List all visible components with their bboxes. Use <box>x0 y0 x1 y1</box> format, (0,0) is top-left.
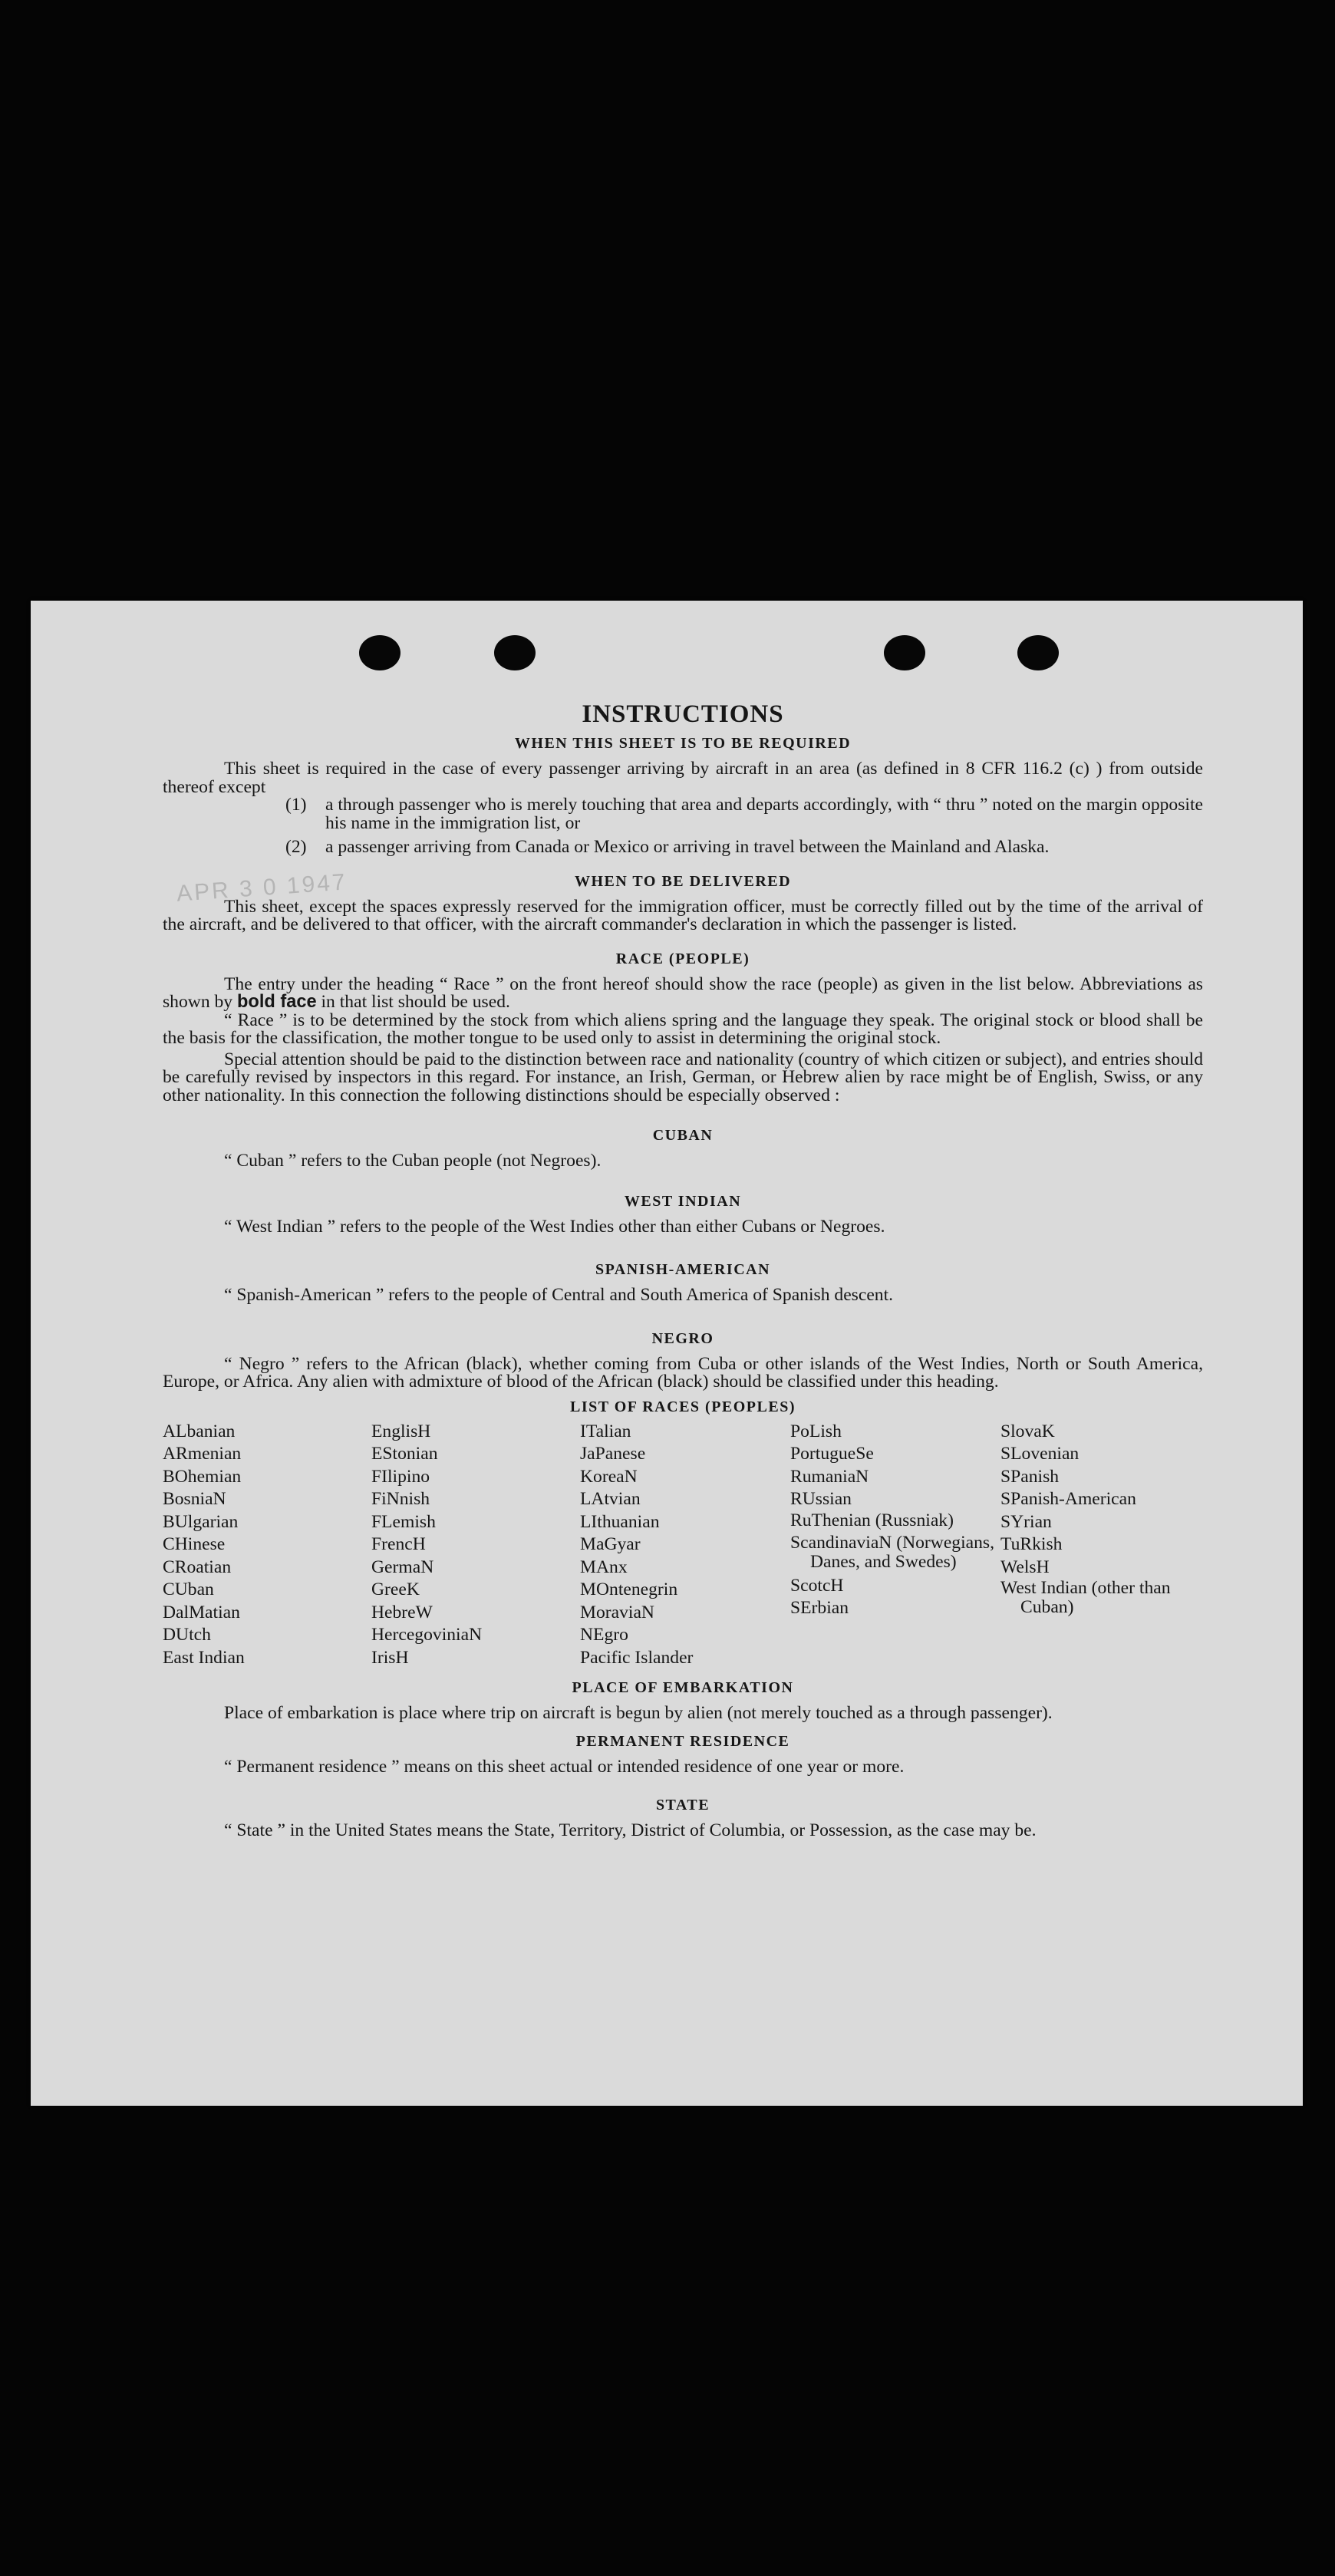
item-text: a passenger arriving from Canada or Mexico or arriving in travel between the Mainland and Alaska. <box>325 837 1050 857</box>
bold-text: bold face <box>237 992 317 1012</box>
race-entry: TuRkish <box>1000 1534 1063 1554</box>
section-heading: RACE (PEOPLE) <box>615 950 750 967</box>
race-entry: ARmenian <box>163 1444 242 1464</box>
race-entry: JaPanese <box>580 1444 646 1464</box>
punch-hole <box>884 635 925 670</box>
race-entry: GreeK <box>371 1580 420 1599</box>
section-race <box>163 950 1203 1105</box>
race-entry: ScandinaviaN (Norwegians, Danes, and Swedes) <box>790 1532 995 1572</box>
punch-hole <box>359 635 400 670</box>
paragraph: “ Cuban ” refers to the Cuban people (not Negroes). <box>224 1151 602 1171</box>
race-entry: SPanish <box>1000 1466 1060 1487</box>
race-entry: ScotcH <box>790 1575 844 1596</box>
races-column <box>790 1421 1000 1670</box>
race-entry: MOntenegrin <box>580 1580 678 1599</box>
section-heading: SPANISH-AMERICAN <box>595 1261 771 1278</box>
text-run: in that list should be used. <box>316 992 510 1012</box>
race-entry: NEgro <box>580 1625 628 1645</box>
paragraph: This sheet, except the spaces expressly reserved for the immigration officer, must be correctly filled out by the time of the arrival of the aircraft, and be delivered to that officer, with the aircraft commander's declaration in which the passenger is listed. <box>163 896 1203 934</box>
race-entry: FrencH <box>371 1534 426 1554</box>
race-entry: HercegoviniaN <box>371 1625 483 1645</box>
race-entry: CRoatian <box>163 1556 232 1577</box>
race-entry: DalMatian <box>163 1602 240 1622</box>
section-heading: PLACE OF EMBARKATION <box>572 1679 794 1696</box>
race-entry: FLemish <box>371 1511 436 1532</box>
race-entry: PoLish <box>790 1421 842 1441</box>
race-entry: SYrian <box>1000 1511 1052 1532</box>
race-entry: BOhemian <box>163 1466 242 1487</box>
race-entry: FIlipino <box>371 1466 430 1487</box>
paragraph: “ Race ” is to be determined by the stock from which aliens spring and the language they speak. The original stock or blood shall be the basis for the classification, the mother tongue to be used only to assist in determining the original stock. <box>163 1010 1203 1048</box>
race-entry: HebreW <box>371 1602 433 1622</box>
race-entry: West Indian (other than Cuban) <box>1000 1578 1171 1617</box>
race-entry: ITalian <box>580 1421 631 1441</box>
race-entry: CHinese <box>163 1534 226 1554</box>
race-entry: FiNnish <box>371 1489 430 1509</box>
race-entry: BUlgarian <box>163 1511 239 1532</box>
race-entry: GermaN <box>371 1556 434 1577</box>
race-entry: IrisH <box>371 1647 409 1668</box>
paragraph: “ Spanish-American ” refers to the people of Central and South America of Spanish descent. <box>224 1285 894 1305</box>
race-entry: WelsH <box>1000 1556 1050 1577</box>
section-cuban <box>163 1126 1203 1171</box>
paragraph: “ State ” in the United States means the State, Territory, District of Columbia, or Possession, as the case may be. <box>224 1820 1037 1840</box>
section-heading: WHEN TO BE DELIVERED <box>574 872 792 890</box>
section-permanent-residence <box>163 1732 1203 1777</box>
paragraph: This sheet is required in the case of every passenger arriving by aircraft in an area (as defined in 8 CFR 116.2 (c) ) from outside thereof except <box>163 759 1203 797</box>
race-entry: EnglisH <box>371 1421 431 1441</box>
date-stamp: APR 3 0 1947 <box>176 869 348 907</box>
paragraph <box>163 973 1203 1012</box>
item-text: a through passenger who is merely touching that area and departs accordingly, with “ thru ” noted on the margin opposite his name in the immigration list, or <box>325 795 1203 833</box>
race-entry: RumaniaN <box>790 1466 869 1487</box>
section-state <box>163 1796 1203 1840</box>
paragraph: Place of embarkation is place where trip on aircraft is begun by alien (not merely touched as a through passenger). <box>224 1703 1053 1723</box>
race-entry: LAtvian <box>580 1489 641 1509</box>
races-column <box>580 1421 790 1670</box>
section-heading: WHEN THIS SHEET IS TO BE REQUIRED <box>514 735 852 752</box>
race-entry: LIthuanian <box>580 1511 660 1532</box>
section-heading: NEGRO <box>651 1329 714 1347</box>
paragraph: “ Permanent residence ” means on this sheet actual or intended residence of one year or more. <box>224 1756 905 1777</box>
punch-hole <box>494 635 536 670</box>
section-west-indian <box>163 1192 1203 1237</box>
section-heading: STATE <box>655 1797 710 1813</box>
list-item <box>285 838 1203 857</box>
race-entry: SlovaK <box>1000 1421 1055 1441</box>
paragraph: “ Negro ” refers to the African (black), whether coming from Cuba or other islands of the West Indies, North or South America, Europe, or Africa. Any alien with admixture of blood of the African (black) should be classified under this heading. <box>163 1353 1203 1392</box>
section-heading: LIST OF RACES (PEOPLES) <box>569 1398 796 1415</box>
punch-hole <box>1017 635 1059 670</box>
race-entry: SLovenian <box>1000 1444 1080 1464</box>
race-entry: PortugueSe <box>790 1444 874 1464</box>
section-spanish-american <box>163 1260 1203 1305</box>
races-grid <box>163 1421 1203 1670</box>
item-number: (2) <box>285 837 307 857</box>
race-entry: East Indian <box>163 1647 245 1668</box>
races-column <box>371 1421 580 1670</box>
race-entry: SPanish-American <box>1000 1489 1136 1509</box>
section-when-required <box>163 734 1203 857</box>
race-entry: CUban <box>163 1580 214 1599</box>
race-entry: DUtch <box>163 1625 211 1645</box>
race-entry: RUssian <box>790 1489 852 1509</box>
race-entry: RuThenian (Russniak) <box>790 1510 954 1530</box>
section-heading: WEST INDIAN <box>624 1192 742 1210</box>
races-column <box>163 1421 371 1670</box>
race-entry: EStonian <box>371 1444 438 1464</box>
race-entry: BosniaN <box>163 1489 226 1509</box>
list-item <box>285 796 1203 832</box>
race-entry: Pacific Islander <box>580 1647 694 1668</box>
race-entry: MAnx <box>580 1556 628 1577</box>
race-entry: MoraviaN <box>580 1602 654 1622</box>
instruction-sheet <box>31 601 1303 2106</box>
section-negro <box>163 1329 1203 1392</box>
race-entry: MaGyar <box>580 1534 641 1554</box>
text-run: The entry under the heading “ Race ” on the front hereof should show the race (people) as given in the list below. Abbreviations as shown by <box>163 973 1203 1012</box>
race-entry: ALbanian <box>163 1421 236 1441</box>
document-body <box>163 700 1203 1840</box>
page-title: INSTRUCTIONS <box>582 700 784 728</box>
item-number: (1) <box>285 795 307 815</box>
section-heading: PERMANENT RESIDENCE <box>575 1732 790 1750</box>
races-column <box>1000 1421 1203 1670</box>
paragraph: “ West Indian ” refers to the people of the West Indies other than either Cubans or Negroes. <box>224 1216 885 1237</box>
race-entry: SErbian <box>790 1598 849 1618</box>
races-list <box>163 1398 1203 1670</box>
section-heading: CUBAN <box>652 1127 714 1144</box>
section-embarkation <box>163 1678 1203 1723</box>
section-when-delivered <box>163 872 1203 934</box>
race-entry: KoreaN <box>580 1466 638 1487</box>
paragraph: Special attention should be paid to the distinction between race and nationality (country of which citizen or subject), and entries should be carefully revised by inspectors in this regard. For instance, an Irish, German, or Hebrew alien by race might be of English, Swiss, or any other nationality. In this connection the following distinctions should be especially observed : <box>163 1049 1203 1105</box>
